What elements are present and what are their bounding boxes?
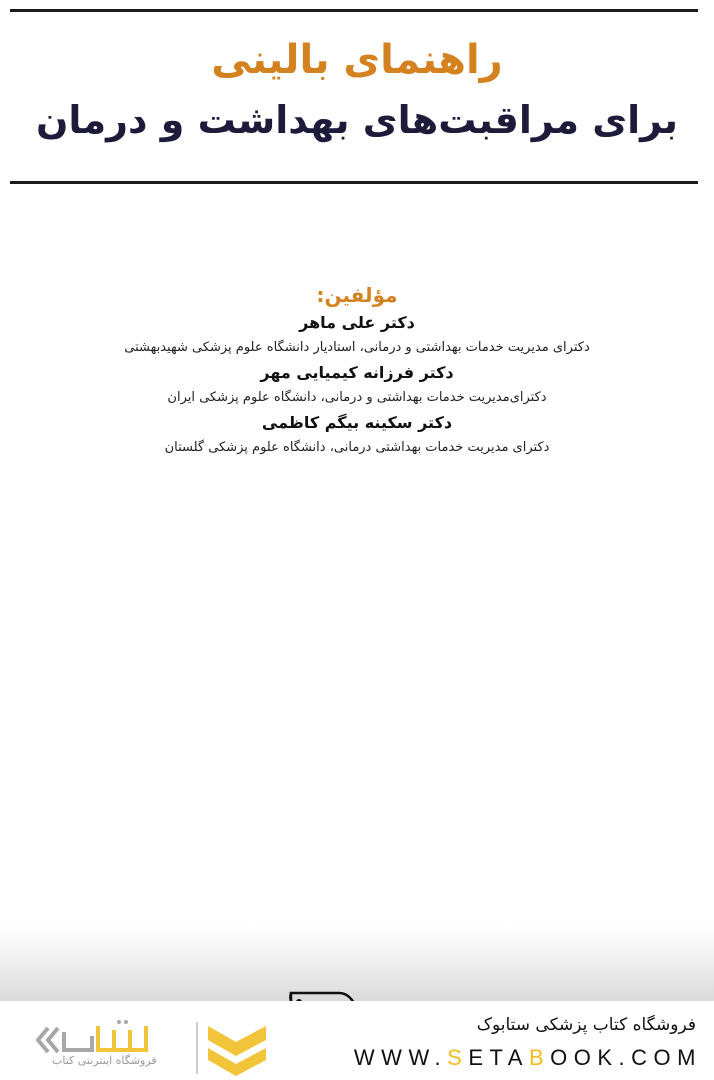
author-bio: دکترای مدیریت خدمات بهداشتی درمانی، دانشگاه علوم پزشکی گلستان (164, 440, 550, 455)
author-bio: دکترای مدیریت خدمات بهداشتی و درمانی، استادیار دانشگاه علوم پزشکی شهیدبهشتی (124, 340, 590, 355)
url-part: ETA (468, 1045, 529, 1070)
setabook-logo (30, 1016, 280, 1080)
author-name: دکتر فرزانه کیمیایی مهر (260, 363, 454, 382)
bottom-shade (0, 925, 714, 1002)
author-entry (0, 410, 714, 460)
author-bio: دکترای‌مدیریت خدمات بهداشتی و درمانی، دانشگاه علوم پزشکی ایران (167, 390, 547, 405)
chevron-mark-icon (208, 1026, 266, 1076)
url-part-highlight: S (447, 1045, 469, 1070)
author-name: دکتر علی ماهر (299, 313, 415, 332)
top-rule (10, 9, 698, 12)
book-subtitle: برای مراقبت‌های بهداشت و درمان (35, 98, 679, 142)
url-part-highlight: B (528, 1045, 551, 1070)
title-block (0, 30, 714, 146)
author-entry (0, 310, 714, 360)
double-chevron-icon (38, 1028, 58, 1052)
authors-label: مؤلفین: (316, 283, 398, 307)
url-part: WWW. (353, 1045, 448, 1070)
author-name: دکتر سکینه بیگم کاظمی (261, 413, 453, 432)
logo-subtitle: فروشگاه اینترنتی کتاب (52, 1054, 157, 1067)
bottom-rule (10, 181, 698, 184)
authors-section (0, 280, 714, 460)
url-part: OOK.COM (550, 1045, 702, 1070)
book-title: راهنمای بالینی (211, 37, 503, 83)
store-name: فروشگاه کتاب پزشکی ستابوک (476, 1015, 696, 1035)
store-url[interactable] (354, 1045, 702, 1071)
author-entry (0, 360, 714, 410)
